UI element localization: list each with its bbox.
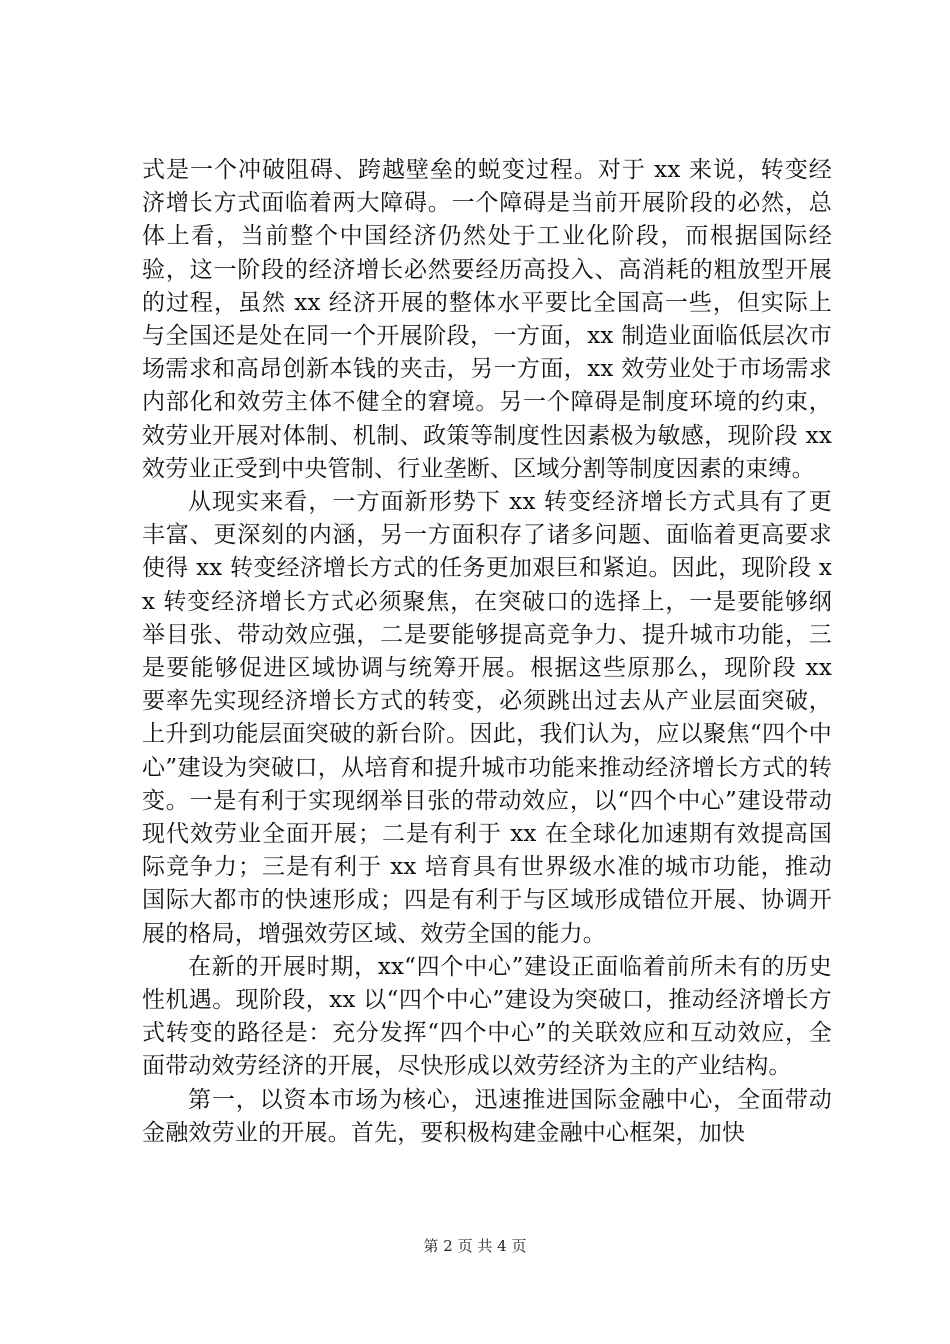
paragraph-2: 从现实来看，一方面新形势下 xx 转变经济增长方式具有了更丰富、更深刻的内涵，另一方面积存了诸多问题、面临着更高要求使得 xx 转变经济增长方式的任务更加艰巨和紧迫。因此，现阶段 xx 转变经济增长方式必须聚焦，在突破口的选择上，一是要能够纲举目张、带动效应强，二是要能够提高竞争力、提升城市功能，三是要能够促进区域协调与统筹开展。根据这些原那么，现阶段 xx 要率先实现经济增长方式的转变，必须跳出过去从产业层面突破，上升到功能层面突破的新台阶。因此，我们认为，应以聚焦“四个中心”建设为突破口，从培育和提升城市功能来推动经济增长方式的转变。一是有利于实现纲举目张的带动效应，以“四个中心”建设带动现代效劳业全面开展；二是有利于 xx 在全球化加速期有效提高国际竞争力；三是有利于 xx 培育具有世界级水准的城市功能，推动国际大都市的快速形成；四是有利于与区域形成错位开展、协调开展的格局，增强效劳区域、效劳全国的能力。 (142, 489, 832, 947)
paragraph-4: 第一，以资本市场为核心，迅速推进国际金融中心，全面带动金融效劳业的开展。首先，要积极构建金融中心框架，加快 (142, 1086, 832, 1146)
document-body (142, 154, 832, 1150)
paragraph-3: 在新的开展时期，xx“四个中心”建设正面临着前所未有的历史性机遇。现阶段，xx 以“四个中心”建设为突破口，推动经济增长方式转变的路径是：充分发挥“四个中心”的关联效应和互动效应，全面带动效劳经济的开展，尽快形成以效劳经济为主的产业结构。 (142, 953, 832, 1080)
paragraph-1: 式是一个冲破阻碍、跨越壁垒的蜕变过程。对于 xx 来说，转变经济增长方式面临着两大障碍。一个障碍是当前开展阶段的必然，总体上看，当前整个中国经济仍然处于工业化阶段，而根据国际经验，这一阶段的经济增长必然要经历高投入、高消耗的粗放型开展的过程，虽然 xx 经济开展的整体水平要比全国高一些，但实际上与全国还是处在同一个开展阶段，一方面，xx 制造业面临低层次市场需求和高昂创新本钱的夹击，另一方面，xx 效劳业处于市场需求内部化和效劳主体不健全的窘境。另一个障碍是制度环境的约束，效劳业开展对体制、机制、政策等制度性因素极为敏感，现阶段 xx 效劳业正受到中央管制、行业垄断、区域分割等制度因素的束缚。 (142, 157, 832, 482)
page-number-footer: 第 2 页 共 4 页 (423, 1237, 527, 1255)
